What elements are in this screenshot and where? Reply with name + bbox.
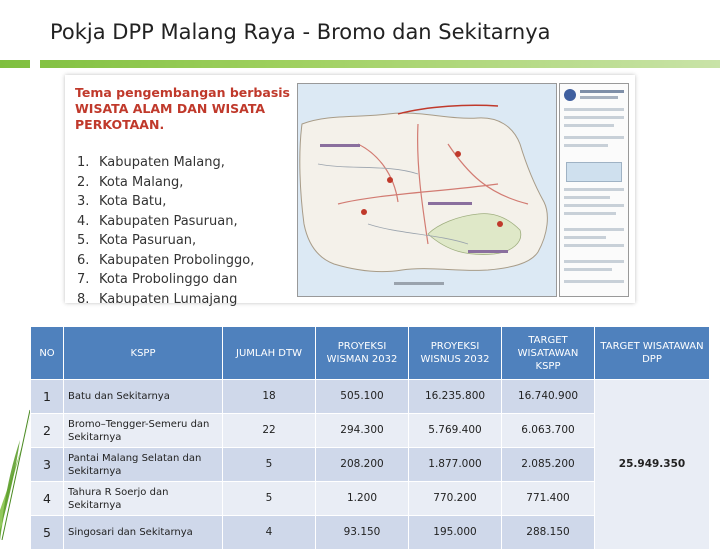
cell-dtw: 5 bbox=[223, 482, 316, 516]
cell-wisman: 505.100 bbox=[316, 380, 409, 414]
region-number: 1. bbox=[77, 155, 90, 170]
legend-line bbox=[564, 212, 616, 215]
region-name: Kota Batu, bbox=[99, 194, 167, 209]
region-name: Kota Malang, bbox=[99, 174, 184, 190]
cell-target-kspp: 288.150 bbox=[502, 516, 595, 550]
legend-line bbox=[564, 236, 606, 239]
cell-dtw: 4 bbox=[223, 516, 316, 550]
legend-inset-map bbox=[566, 162, 622, 182]
table-header-row bbox=[31, 327, 710, 380]
header-wisnus: PROYEKSI WISNUS 2032 bbox=[409, 327, 502, 380]
cell-wisman: 93.150 bbox=[316, 516, 409, 550]
cell-wisman: 294.300 bbox=[316, 414, 409, 448]
header-target-dpp: TARGET WISATAWAN DPP bbox=[595, 327, 710, 380]
cell-kspp: Batu dan Sekitarnya bbox=[64, 380, 223, 414]
legend-line bbox=[564, 228, 624, 231]
region-number: 3. bbox=[77, 194, 90, 209]
legend-line bbox=[564, 108, 624, 111]
theme-heading-line: WISATA ALAM DAN WISATA bbox=[75, 101, 266, 116]
cell-no: 4 bbox=[31, 482, 64, 516]
region-name: Kabupaten Pasuruan, bbox=[99, 213, 238, 229]
cell-kspp: Pantai Malang Selatan dan Sekitarnya bbox=[64, 448, 223, 482]
cell-kspp: Singosari dan Sekitarnya bbox=[64, 516, 223, 550]
region-item bbox=[77, 212, 254, 232]
cell-dtw: 5 bbox=[223, 448, 316, 482]
cell-target-kspp: 16.740.900 bbox=[502, 380, 595, 414]
cell-wisman: 208.200 bbox=[316, 448, 409, 482]
accent-bar bbox=[0, 60, 720, 68]
region-number: 7. bbox=[77, 272, 90, 287]
region-item bbox=[77, 231, 254, 251]
province-logo-icon bbox=[564, 89, 576, 101]
accent-bar-gap bbox=[30, 60, 40, 68]
cell-dtw: 18 bbox=[223, 380, 316, 414]
legend-line bbox=[564, 144, 608, 147]
region-number: 8. bbox=[77, 291, 90, 307]
theme-panel bbox=[65, 75, 635, 307]
legend-line bbox=[564, 268, 612, 271]
legend-line bbox=[564, 280, 624, 283]
legend-header-line bbox=[580, 90, 624, 93]
region-item bbox=[77, 192, 254, 212]
region-map bbox=[297, 83, 557, 297]
region-item bbox=[77, 270, 254, 290]
cell-dtw: 22 bbox=[223, 414, 316, 448]
cell-kspp: Bromo–Tengger-Semeru dan Sekitarnya bbox=[64, 414, 223, 448]
cell-wisnus: 5.769.400 bbox=[409, 414, 502, 448]
legend-line bbox=[564, 244, 624, 247]
region-item bbox=[77, 251, 254, 271]
region-name: Kabupaten Probolinggo, bbox=[99, 252, 255, 268]
region-number: 5. bbox=[77, 233, 90, 248]
cell-target-kspp: 2.085.200 bbox=[502, 448, 595, 482]
region-item bbox=[77, 153, 254, 173]
cell-no: 3 bbox=[31, 448, 64, 482]
region-number: 4. bbox=[77, 213, 90, 229]
cell-kspp: Tahura R Soerjo dan Sekitarnya bbox=[64, 482, 223, 516]
cell-no: 1 bbox=[31, 380, 64, 414]
map-graphic bbox=[298, 84, 556, 296]
legend-line bbox=[564, 116, 624, 119]
region-number: 2. bbox=[77, 174, 90, 190]
legend-line bbox=[564, 124, 614, 127]
theme-heading-line: Tema pengembangan berbasis bbox=[75, 85, 290, 100]
theme-heading bbox=[75, 85, 290, 133]
header-no: NO bbox=[31, 327, 64, 380]
cell-no: 5 bbox=[31, 516, 64, 550]
region-name: Kota Probolinggo dan bbox=[99, 272, 238, 287]
cell-wisnus: 16.235.800 bbox=[409, 380, 502, 414]
table-row bbox=[31, 380, 710, 414]
cell-target-kspp: 6.063.700 bbox=[502, 414, 595, 448]
header-wisman: PROYEKSI WISMAN 2032 bbox=[316, 327, 409, 380]
region-list bbox=[77, 153, 254, 309]
cell-wisnus: 1.877.000 bbox=[409, 448, 502, 482]
cell-wisnus: 195.000 bbox=[409, 516, 502, 550]
legend-line bbox=[564, 188, 624, 191]
region-name: Kota Pasuruan, bbox=[99, 233, 197, 248]
slide-title: Pokja DPP Malang Raya - Bromo dan Sekitarnya bbox=[50, 20, 551, 44]
region-name: Kabupaten Malang, bbox=[99, 155, 225, 170]
header-dtw: JUMLAH DTW bbox=[223, 327, 316, 380]
region-item bbox=[77, 173, 254, 193]
legend-line bbox=[564, 204, 624, 207]
region-name: Kabupaten Lumajang bbox=[99, 291, 238, 307]
map-legend bbox=[559, 83, 629, 297]
legend-line bbox=[564, 196, 610, 199]
cell-wisnus: 770.200 bbox=[409, 482, 502, 516]
region-number: 6. bbox=[77, 252, 90, 268]
legend-line bbox=[564, 260, 624, 263]
header-kspp: KSPP bbox=[64, 327, 223, 380]
theme-heading-line: PERKOTAAN. bbox=[75, 117, 165, 132]
cell-target-kspp: 771.400 bbox=[502, 482, 595, 516]
header-target-kspp: TARGET WISATAWAN KSPP bbox=[502, 327, 595, 380]
region-item bbox=[77, 290, 254, 310]
legend-line bbox=[564, 136, 624, 139]
kspp-table bbox=[30, 326, 710, 550]
cell-no: 2 bbox=[31, 414, 64, 448]
cell-target-dpp-total: 25.949.350 bbox=[595, 380, 710, 550]
legend-header-line bbox=[580, 96, 618, 99]
cell-wisman: 1.200 bbox=[316, 482, 409, 516]
